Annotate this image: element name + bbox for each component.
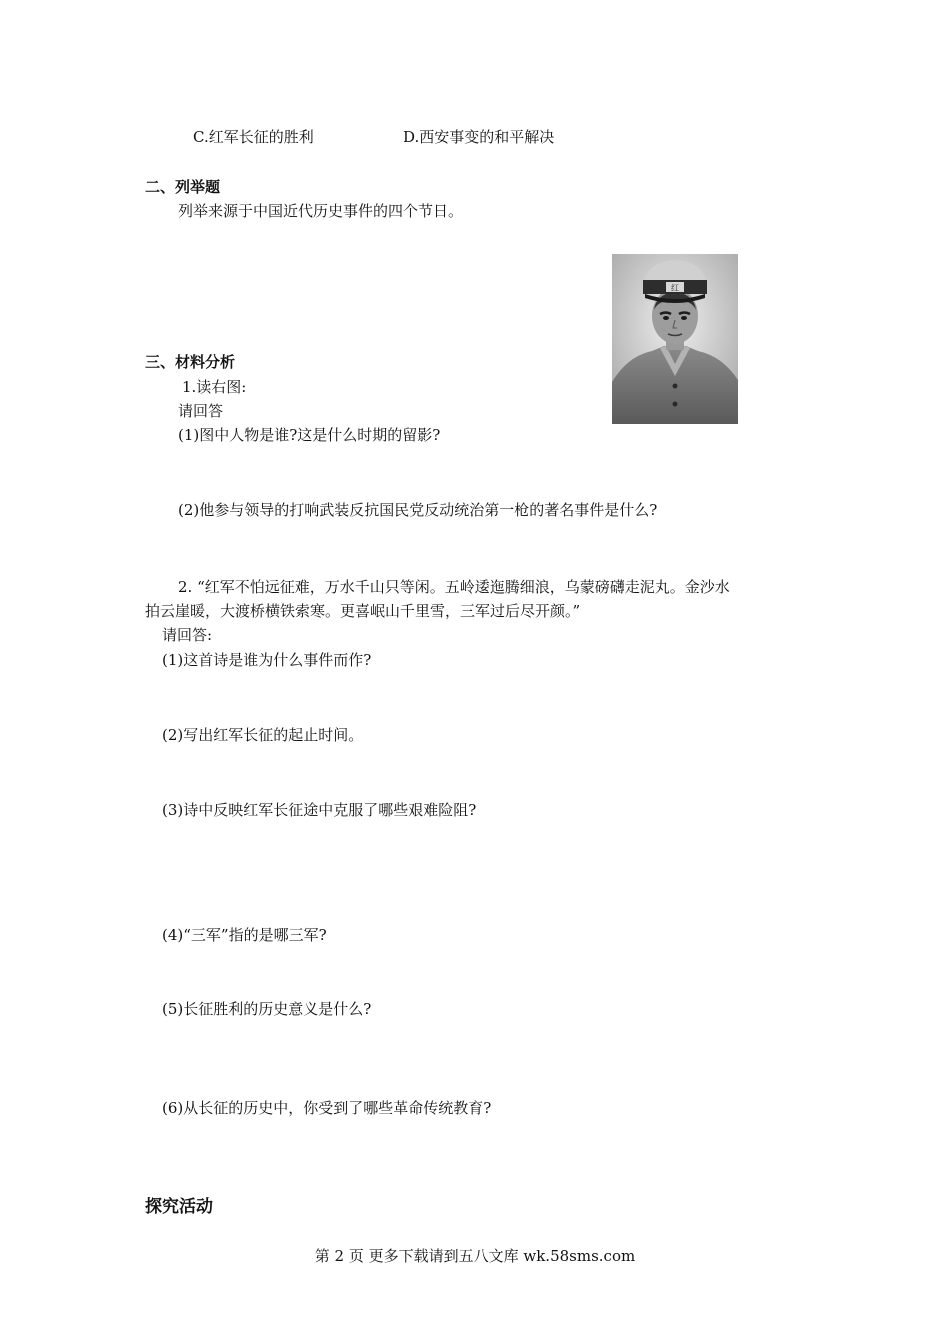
q1-sub1: (1)图中人物是谁?这是什么时期的留影?: [178, 426, 441, 444]
section-heading-list: 二、列举题: [145, 178, 221, 196]
q1-intro: 1.读右图:: [182, 378, 247, 396]
q2-sub3: (3)诗中反映红军长征途中克服了哪些艰难险阻?: [162, 801, 477, 819]
q1-ask: 请回答: [178, 402, 224, 420]
q2-poem-line1: 2. “红军不怕远征难，万水千山只等闲。五岭逶迤腾细浪，乌蒙磅礴走泥丸。金沙水: [178, 578, 730, 596]
portrait-image: [612, 254, 738, 424]
cap-badge-text: 红: [671, 283, 679, 293]
q1-sub2: (2)他参与领导的打响武装反抗国民党反动统治第一枪的著名事件是什么?: [178, 501, 658, 519]
q2-sub1: (1)这首诗是谁为什么事件而作?: [162, 651, 372, 669]
option-c: C.红军长征的胜利: [193, 128, 314, 146]
q2-poem-line2: 拍云崖暖，大渡桥横铁索寒。更喜岷山千里雪，三军过后尽开颜。”: [145, 602, 581, 620]
q2-sub4: (4)“三军”指的是哪三军?: [162, 926, 327, 944]
option-d: D.西安事变的和平解决: [403, 128, 555, 146]
section-heading-analysis: 三、材料分析: [145, 353, 236, 371]
portrait-photo: [612, 254, 738, 424]
list-question: 列举来源于中国近代历史事件的四个节日。: [178, 202, 464, 220]
q2-sub5: (5)长征胜利的历史意义是什么?: [162, 1000, 372, 1018]
page-footer: 第 2 页 更多下载请到五八文库 wk.58sms.com: [314, 1247, 636, 1265]
q2-sub2: (2)写出红军长征的起止时间。: [162, 726, 364, 744]
section-heading-explore: 探究活动: [145, 1197, 213, 1217]
q2-sub6: (6)从长征的历史中，你受到了哪些革命传统教育?: [162, 1099, 492, 1117]
q2-ask: 请回答:: [162, 626, 213, 644]
